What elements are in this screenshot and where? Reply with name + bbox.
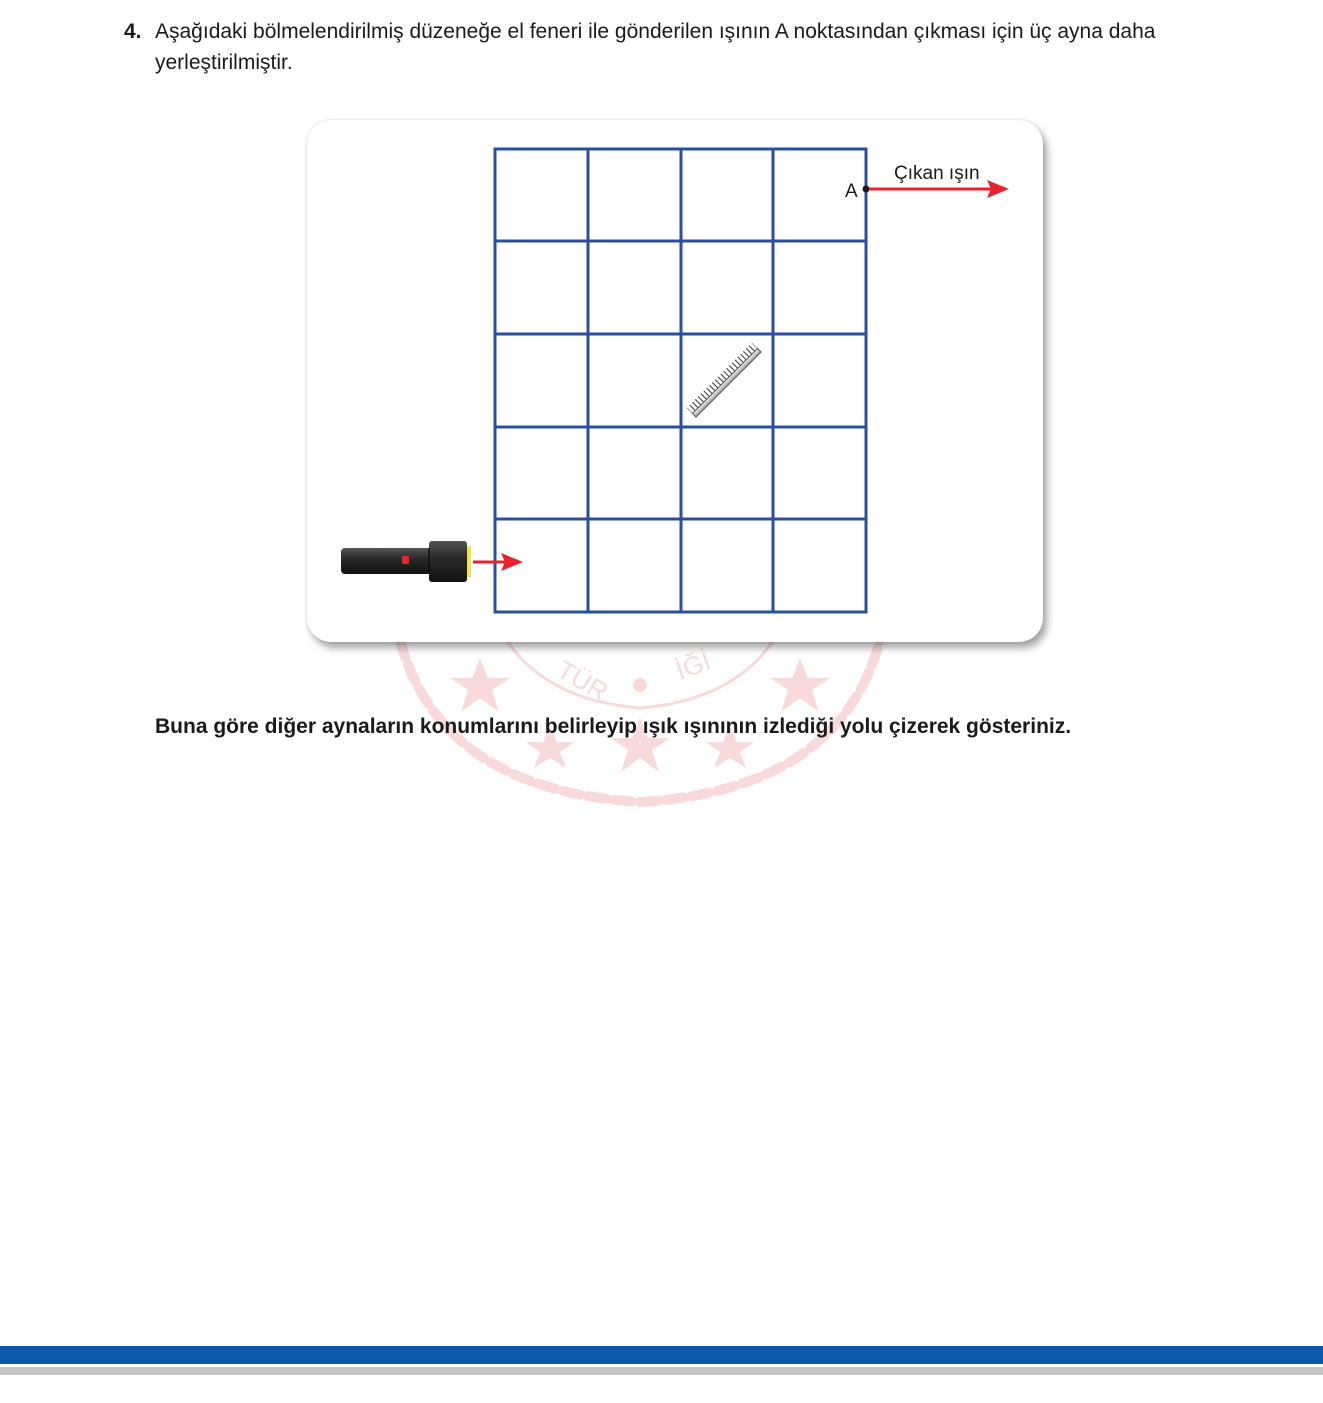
svg-text:İĞİ: İĞİ	[671, 645, 715, 686]
flashlight-icon	[341, 541, 471, 582]
footer-blue-bar	[0, 1346, 1323, 1364]
instruction-text: Buna göre diğer aynaların konumlarını belirleyip ışık ışınının izlediği yolu çizerek gösteriniz.	[155, 715, 1072, 738]
incoming-ray-arrow	[473, 553, 523, 571]
point-a-dot	[863, 186, 870, 193]
question-block	[124, 16, 1234, 78]
point-a-label: A	[845, 181, 858, 202]
mirror	[687, 343, 761, 417]
figure-card	[307, 120, 1043, 642]
question-text: Aşağıdaki bölmelendirilmiş düzeneğe el feneri ile gönderilen ışının A noktasından çıkması için üç ayna daha yerleştirilmiştir.	[155, 20, 1156, 74]
footer-grey-bar	[0, 1367, 1323, 1375]
exit-ray-label: Çıkan ışın	[894, 163, 980, 184]
grid	[495, 149, 866, 612]
svg-text:TÜR: TÜR	[552, 654, 614, 707]
question-number: 4.	[124, 20, 142, 43]
mirror-grid-diagram	[307, 120, 1043, 642]
